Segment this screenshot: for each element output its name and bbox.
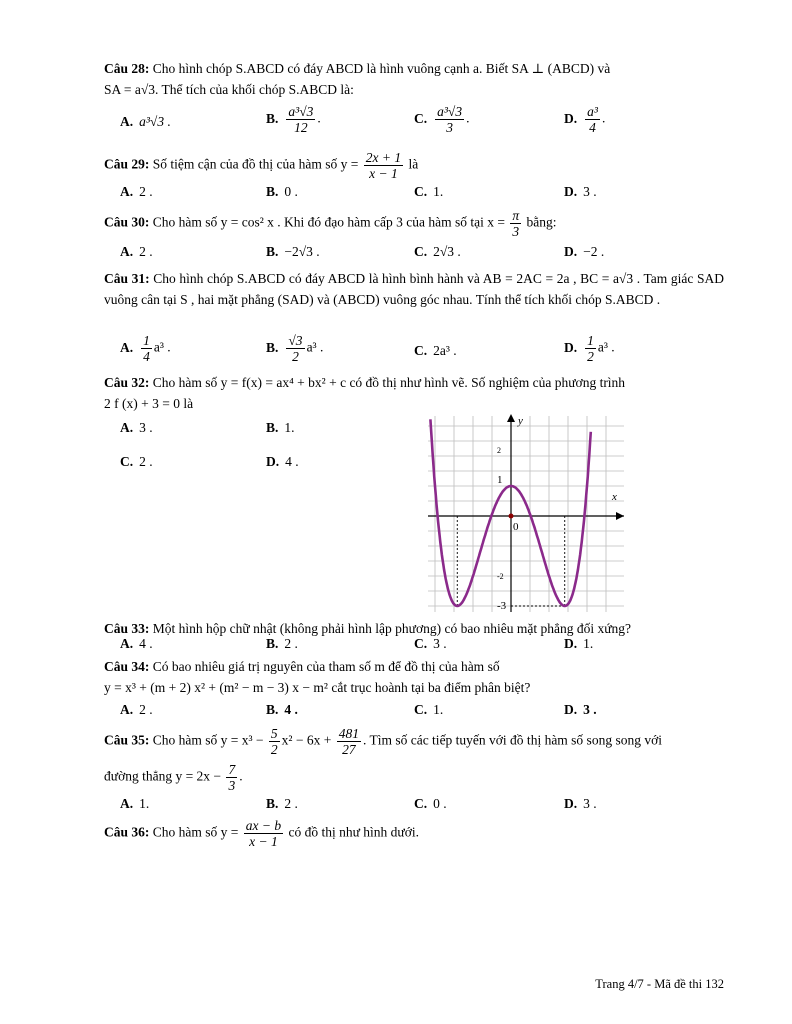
q33-option-a: A. 4 . — [120, 636, 153, 651]
question-36: Câu 36: Cho hàm số y = $\frac{ax - b}{x - 1}$ có đồ thị như hình dưới. — [104, 818, 420, 849]
y-tick-label: 1 — [497, 474, 503, 486]
q34-option-b: B. 4 . — [266, 702, 298, 717]
q32-option-a: A. 3 . — [120, 420, 153, 435]
page-footer: Trang 4/7 - Mã đề thi 132 — [595, 977, 724, 991]
q32-option-c: C. 2 . — [120, 454, 153, 469]
question-29: Câu 29: Số tiệm cận của đồ thị của hàm số y = $\frac{2x + 1}{x - 1}$ là — [104, 150, 419, 181]
q29-option-b: B. 0 . — [266, 184, 298, 199]
q33-options — [104, 636, 724, 656]
y-tick-label: -3 — [497, 600, 507, 612]
q35-option-b: B. 2 . — [266, 796, 298, 811]
q28-option-b: B. $\frac{\text{a³√3}}{12}$ . — [266, 104, 321, 135]
origin-point — [509, 514, 514, 519]
y-tick-label: 2 — [497, 446, 501, 455]
q35-option-c: C. 0 . — [414, 796, 447, 811]
question-33: Câu 33: Một hình hộp chữ nhật (không phải hình lập phương) có bao nhiêu mặt phẳng đối xứng? — [104, 621, 632, 636]
q32-options-row1 — [104, 420, 404, 440]
graph-axes — [428, 414, 624, 612]
q29-options — [104, 184, 724, 204]
q31-option-a: A. $\frac{1}{4}$ a³ . — [120, 333, 171, 364]
question-34: Câu 34: Có bao nhiêu giá trị nguyên của tham số m để đồ thị của hàm số y = x³ + (m + 2) x² + (m² − m − 3) x − m² cắt trục hoành tại ba điểm phân biệt? — [104, 659, 531, 695]
q34-option-c: C. 1. — [414, 702, 444, 717]
q30-option-b: B. −2√3 . — [266, 244, 320, 259]
q33-option-c: C. 3 . — [414, 636, 447, 651]
q30-option-c: C. 2√3 . — [414, 244, 461, 259]
q35-option-a: A. 1. — [120, 796, 150, 811]
y-tick-label: -2 — [497, 572, 504, 581]
q31-option-d: D. $\frac{1}{2}$ a³ . — [564, 333, 615, 364]
question-30: Câu 30: Cho hàm số y = cos² x . Khi đó đạo hàm cấp 3 của hàm số tại x = $\frac{\pi}{3}$ bằng: — [104, 208, 557, 239]
q28-option-d: D. $\frac{\text{a³}}{4}$ . — [564, 104, 606, 135]
q35-option-d: D. 3 . — [564, 796, 597, 811]
x-axis-label: x — [612, 491, 617, 503]
q30-option-a: A. 2 . — [120, 244, 153, 259]
q34-option-a: A. 2 . — [120, 702, 153, 717]
q28-option-a: A. a³√3 . — [120, 114, 171, 129]
q30-option-d: D. −2 . — [564, 244, 605, 259]
x-axis-arrow — [616, 512, 624, 520]
q28-options — [104, 104, 724, 135]
question-32: Câu 32: Cho hàm số y = f(x) = ax⁴ + bx² + c có đồ thị như hình vẽ. Số nghiệm của phương trình 2 f (x) + 3 = 0 là — [104, 375, 626, 411]
question-31: Câu 31: Cho hình chóp S.ABCD có đáy ABCD là hình bình hành và AB = 2AC = 2a , BC = a√3 . Tam giác SAD vuông cân tại S , hai mặt phẳng (SAD) và (ABCD) vuông góc nhau. Tính thể tích khối chóp S.ABCD . — [104, 271, 724, 307]
question-28: Câu 28: Cho hình chóp S.ABCD có đáy ABCD là hình vuông cạnh a. Biết SA ⊥ (ABCD) và SA = a√3. Thể tích của khối chóp S.ABCD là: — [104, 61, 611, 97]
q31-options — [104, 333, 724, 364]
q35-options — [104, 796, 724, 816]
y-axis-label: y — [518, 415, 523, 427]
q32-options-row2 — [104, 454, 404, 474]
question-35-line2: đường thẳng y = 2x − $\frac{7}{3}$ . — [104, 762, 243, 793]
q33-option-d: D. 1. — [564, 636, 594, 651]
q32-option-b: B. 1. — [266, 420, 295, 435]
y-axis-arrow — [507, 414, 515, 422]
q29-option-a: A. 2 . — [120, 184, 153, 199]
q31-option-b: B. $\frac{√3}{2}$ a³ . — [266, 333, 324, 364]
graph-grid — [428, 416, 624, 612]
q30-options — [104, 244, 724, 264]
q33-option-b: B. 2 . — [266, 636, 298, 651]
q29-option-c: C. 1. — [414, 184, 444, 199]
y-tick-label: 0 — [513, 521, 519, 533]
q29-option-d: D. 3 . — [564, 184, 597, 199]
q28-option-c: C. $\frac{\text{a³√3}}{3}$ . — [414, 104, 470, 135]
q31-option-c: C. 2a³ . — [414, 343, 457, 358]
q34-option-d: D. 3 . — [564, 702, 597, 717]
q32-option-d: D. 4 . — [266, 454, 299, 469]
quartic-function-graph — [428, 412, 628, 616]
question-35: Câu 35: Cho hàm số y = x³ − $\frac{5}{2}$ x² − 6x + $\frac{481}{27}$ . Tìm số các tiếp tuyến với đồ thị hàm số song song với — [104, 726, 662, 757]
q34-options — [104, 702, 724, 722]
